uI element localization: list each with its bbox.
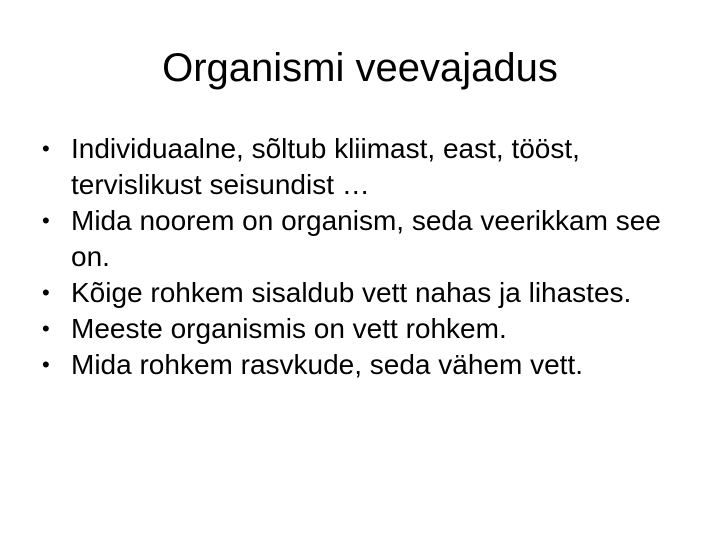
bullet-list bbox=[40, 131, 680, 383]
bullet-icon: • bbox=[42, 316, 50, 341]
bullet-item-4 bbox=[40, 311, 680, 347]
bullet-text: Individuaalne, sõltub kliimast, east, tööst, tervislikust seisundist … bbox=[71, 133, 580, 200]
slide-title: Organismi veevajadus bbox=[162, 46, 558, 90]
bullet-item-1 bbox=[40, 131, 680, 203]
bullet-item-2 bbox=[40, 203, 680, 275]
bullet-icon: • bbox=[42, 208, 50, 233]
bullet-icon: • bbox=[42, 136, 50, 161]
bullet-text: Meeste organismis on vett rohkem. bbox=[71, 313, 507, 344]
bullet-text: Kõige rohkem sisaldub vett nahas ja lihastes. bbox=[71, 277, 632, 308]
bullet-icon: • bbox=[42, 280, 50, 305]
bullet-text: Mida noorem on organism, seda veerikkam see on. bbox=[71, 205, 661, 272]
bullet-icon: • bbox=[42, 352, 50, 377]
bullet-item-3 bbox=[40, 275, 680, 311]
bullet-item-5 bbox=[40, 347, 680, 383]
bullet-text: Mida rohkem rasvkude, seda vähem vett. bbox=[71, 349, 584, 380]
